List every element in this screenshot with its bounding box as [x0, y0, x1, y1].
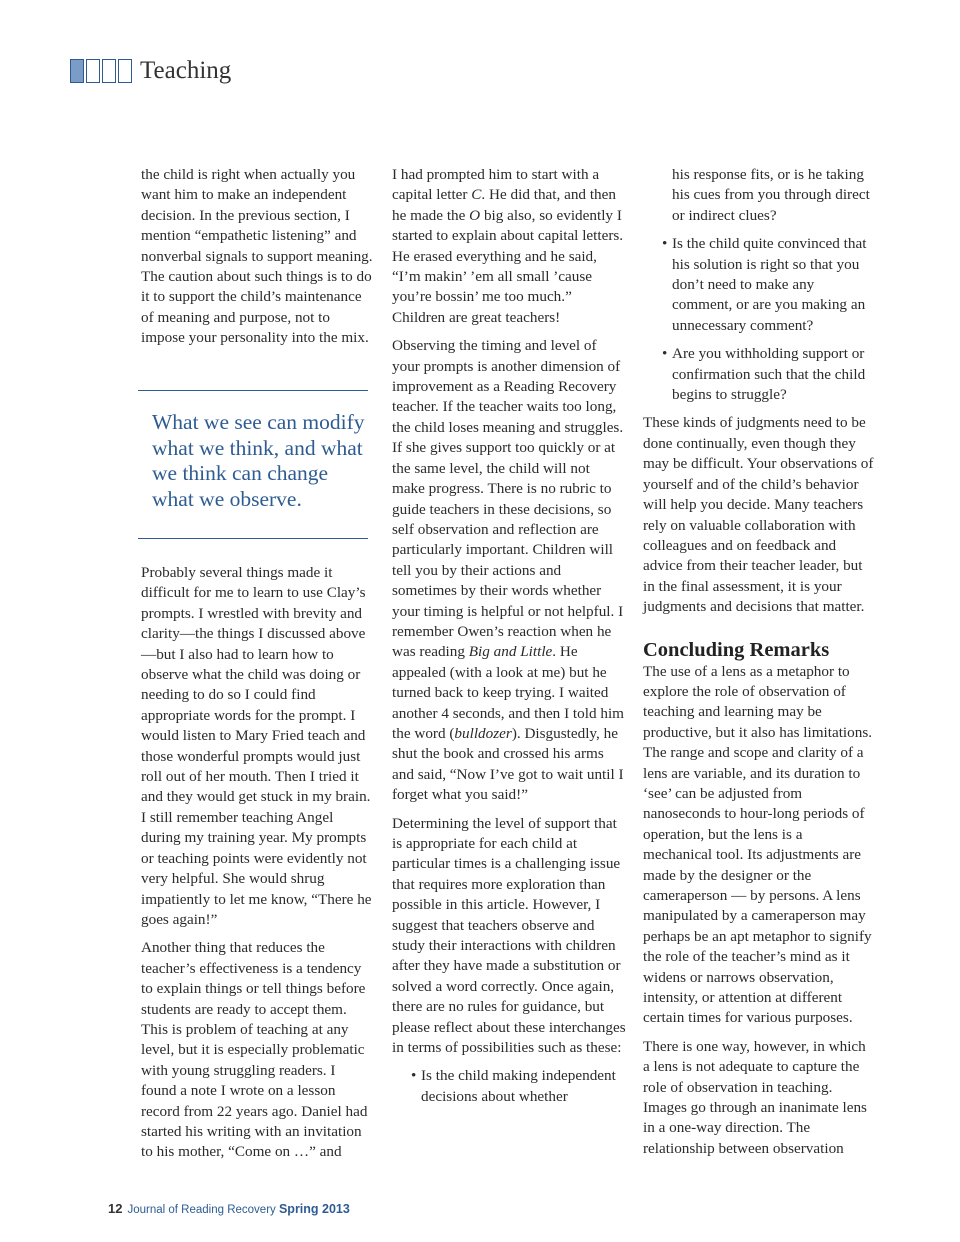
paragraph: Another thing that reduces the teacher’s effectiveness is a tendency to explain things or tell things before students are ready to accept them. This is problem of teaching at any level, but it is especially problematic with young struggling readers. I found a note I wrote on a lesson record from 22 years ago. Daniel had started his writing with an invitation to his mother, “Come on …” and	[141, 939, 368, 1161]
paragraph: There is one way, however, in which a lens is not adequate to capture the role of observation in teaching. Images go through an inanimate lens in a one-way direction. The relationship between observation	[643, 1037, 867, 1157]
text-run: I had prompted him to start with a capital letter	[392, 166, 600, 204]
list-item: • Is the child making independent decisions about whether	[392, 1066, 626, 1107]
running-header	[70, 56, 231, 86]
paragraph	[392, 165, 626, 328]
italic-letter: O	[469, 206, 481, 224]
marker-box	[86, 59, 100, 83]
list-item: • Are you withholding support or confirmation such that the child begins to struggle?	[643, 344, 875, 405]
italic-word: bulldozer	[454, 724, 512, 742]
pullquote: What we see can modify what we think, and what we think can change what we observe.	[152, 410, 365, 511]
text-run: big also, so evidently I started to explain about capital letters. He erased everything and he said, “I’m makin’ ’em all small ’cause you’re bossin’ me too much.” Children are great teachers!	[392, 206, 624, 326]
pullquote-bottom-rule	[138, 538, 368, 539]
column-3	[643, 165, 875, 1167]
list-item-continued: his response fits, or is he taking his cues from you through direct or indirect clues?	[672, 166, 870, 224]
paragraph: The use of a lens as a metaphor to explore the role of observation of teaching and learning may be productive, but it also has limitations. The range and scope and clarity of a lens are variable, and its duration to ‘see’ can be adjusted from nanoseconds to hour-long periods of operation, but the lens is a mechanical tool. Its adjustments are made by the designer or the cameraperson — by persons. A lens manipulated by a cameraperson may perhaps be an apt metaphor to signify the role of the teacher’s mind as it widens or narrows observation, intensity, or attention at different certain times for various purposes.	[643, 662, 873, 1027]
list-item: • Is the child quite convinced that his solution is right so that you don’t need to make any comment, or are you making an unnecessary comment?	[643, 234, 875, 336]
page-number: 12	[108, 1201, 123, 1216]
text-run: Observing the timing and level of your prompts is another dimension of improvement as a Reading Recovery teacher. If the teacher waits too long, the child loses meaning and struggles. If she gives support too quickly or at the same level, the child will not make progress. There is no rubric to guide teachers in these decisions, so self observation and reflection are particularly important. Children will tell you by their actions and sometimes by their words whether your timing is helpful or not helpful. I remember Owen’s reaction when he was reading	[392, 337, 624, 661]
paragraph: Determining the level of support that is appropriate for each child at particular times is a challenging issue that requires more exploration than possible in this article. However, I suggest that teachers observe and study their interactions with children after they have made a substitution or solved a word correctly. Once again, there are no rules for guidance, but please reflect about these interchanges in terms of possibilities such as these:	[392, 814, 626, 1057]
section-heading: Concluding Remarks	[643, 638, 830, 661]
marker-box	[102, 59, 116, 83]
text-run: . He did that, and then he made the	[392, 186, 616, 224]
italic-letter: C	[471, 186, 482, 204]
marker-box-filled	[70, 59, 84, 83]
paragraph: Probably several things made it difficult for me to learn to use Clay’s prompts. I wrestled with brevity and clarity—the things I discussed above—but I also had to learn how to observe what the child was doing or needing to do so I could find appropriate words for the prompt. I would listen to Mary Fried teach and those wonderful prompts would just roll out of her mouth. Then I tried it and they would get stuck in my brain. I still remember teaching Angel during my training year. My prompts or teaching points were evidently not very helpful. She would shrug impatiently to let me know, “There he goes again!”	[141, 564, 372, 928]
marker-box	[118, 59, 132, 83]
reflection-questions-list	[392, 1066, 626, 1107]
journal-issue: Spring 2013	[278, 1202, 350, 1216]
column-2	[392, 165, 626, 1115]
column-1	[141, 165, 373, 357]
pullquote-top-rule	[138, 390, 368, 391]
page-footer	[108, 1201, 350, 1216]
section-marker-boxes	[70, 59, 132, 83]
book-title: Big and Little	[468, 643, 553, 661]
section-title: Teaching	[140, 57, 232, 84]
journal-name: Journal of Reading Recovery	[127, 1204, 279, 1216]
text-run: . He appealed (with a look at me) but he turned back to keep trying. I waited another 4 seconds, and then I told him the word (	[392, 643, 624, 742]
column-1-lower	[141, 563, 373, 1171]
paragraph	[392, 336, 626, 805]
paragraph: These kinds of judgments need to be done continually, even though they may be difficult. Your observations of yourself and of the child’s behavior will help you decide. Many teachers rely on valuable collaboration with colleagues and on feedback and advice from their teacher leader, but in the final assessment, it is your judgments and decisions that matter.	[643, 414, 874, 616]
paragraph: the child is right when actually you want him to make an independent decision. In the previous section, I mention “empathetic listening” and nonverbal signals to support meaning. The caution about such things is to do it to support the child’s maintenance of meaning and purpose, not to impose your personality into the mix.	[141, 166, 373, 347]
text-run: ). Disgustedly, he shut the book and crossed his arms and said, “Now I’ve got to wait until I forget what you said!”	[392, 724, 624, 804]
reflection-questions-list	[643, 234, 875, 405]
